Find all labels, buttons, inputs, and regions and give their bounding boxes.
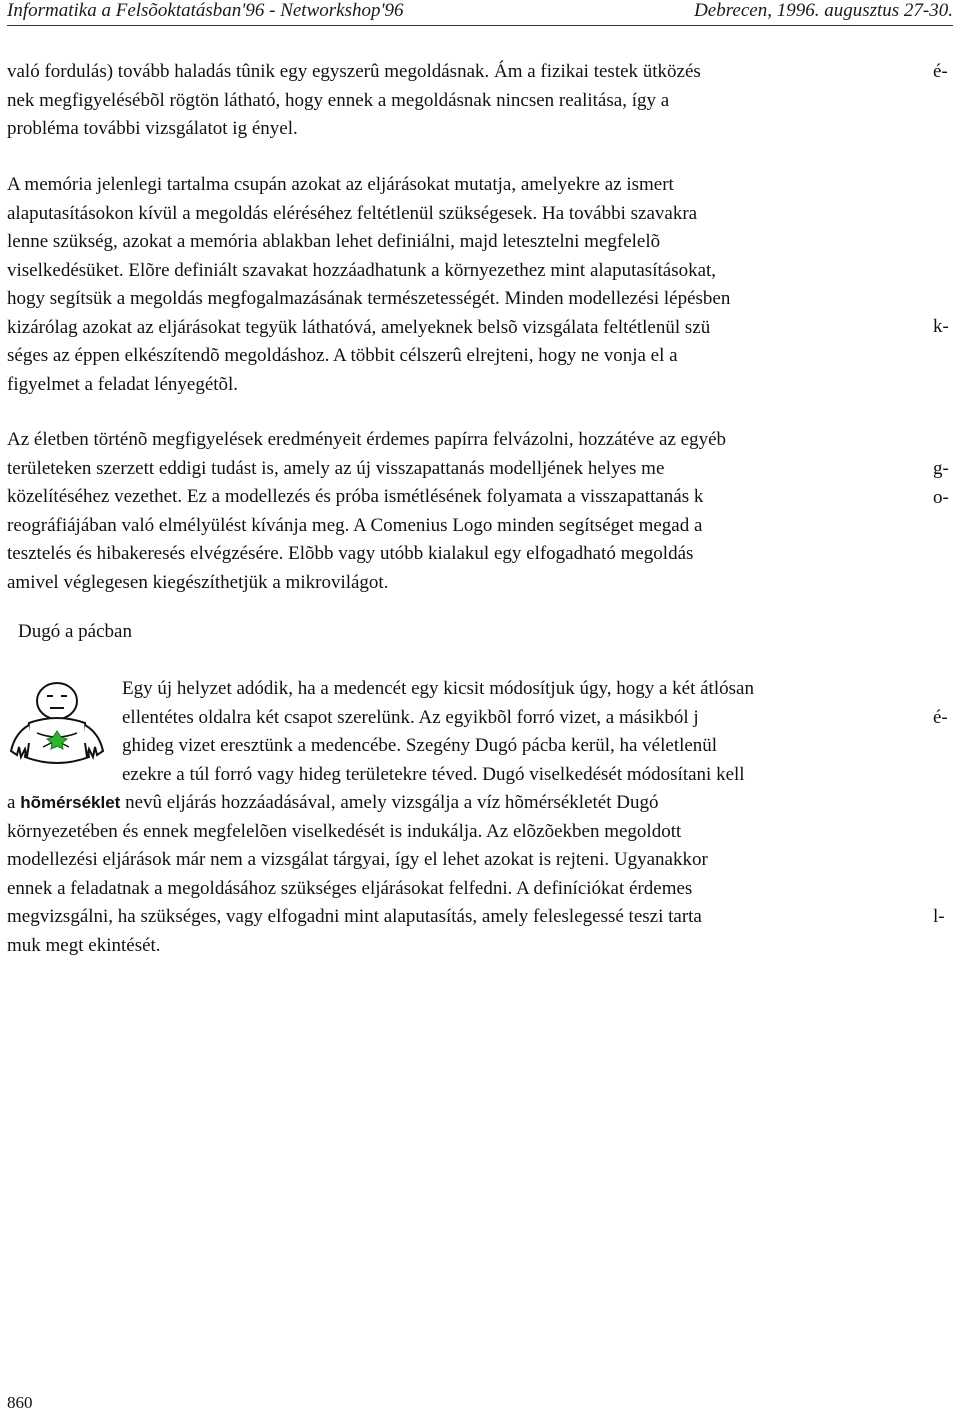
- paragraph-observations: Az életben történõ megfigyelések eredményeit érdemes papírra felvázolni, hozzátéve az egyéb területeken szerzett eddigi tudást is, amely az új visszapattanás modelljének helyes me közelítéséhez vezethet. Ez a modellezés és próba ismétlésének folyamata a visszapattanás k reográfiájában való elmélyülést kívánja meg. A Comenius Logo minden segítséget megad a tesztelés és hibakeresés elvégzésére. Elõbb vagy utóbb kialakul egy elfogadható megoldás amivel véglegesen kiegészíthetjük a mikrovilágot.: [7, 429, 727, 593]
- margin-hyphen-4: é-: [933, 707, 948, 728]
- margin-hyphen-1: é-: [933, 61, 948, 82]
- section-heading: Dugó a pácban: [18, 621, 132, 642]
- margin-hyphen-2: k-: [933, 316, 949, 337]
- margin-hyphen-3: g- o-: [933, 458, 949, 508]
- p5-prefix: a: [7, 792, 21, 813]
- paragraph-new-situation: Egy új helyzet adódik, ha a medencét egy kicsit módosítjuk úgy, hogy a két átlósan ellentétes oldalra két csapot szerelünk. Az egyikbõl forró vizet, a másikból j ghideg vizet eresztünk a medencébe. Szegény Dugó pácba kerül, ha véletlenül ezekre a túl forró vagy hideg területekre téved. Dugó viselkedését módosítani kell: [122, 678, 754, 785]
- dugo-character-icon: [7, 677, 107, 775]
- header-left: Informatika a Felsõoktatásban'96 - Networkshop'96: [7, 0, 404, 21]
- paragraph-temperature: [7, 789, 907, 960]
- running-header: [7, 0, 953, 22]
- paragraph-memory: A memória jelenlegi tartalma csupán azokat az eljárásokat mutatja, amelyekre az ismert alaputasításokon kívül a megoldás eléréséhez feltétlenül szükségesek. Ha további szavakra lenne szükség, azokat a memória ablakban lehet definiálni, majd letesztelni megfelelõ viselkedésüket. Elõre definiált szavakat hozzáadhatunk a környezethez mint alaputasításokat, hogy segítsük a megoldás megfogalmazásának természetességét. Minden modellezési lépésben kizárólag azokat az eljárásokat tegyük láthatóvá, amelyeknek belsõ vizsgálata feltétlenül szü séges az éppen elkészítendõ megoldáshoz. A többit célszerû elrejteni, hogy ne vonja el a figyelmet a feladat lényegétõl.: [7, 174, 731, 395]
- p5-rest: nevû eljárás hozzáadásával, amely vizsgálja a víz hõmérsékletét Dugó környezetében és ennek megfelelõen viselkedését is indukálja. Az elõzõekben megoldott modellezési eljárások már nem a vizsgálat tárgyai, így el lehet azokat is rejteni. Ugyanakkor ennek a feladatnak a megoldásához szükséges eljárásokat felfedni. A definíciókat érdemes megvizsgálni, ha szükséges, vagy elfogadni mint alaputasítás, amely feleslegessé teszi tarta muk megt ekintését.: [7, 792, 708, 956]
- dugo-figure-image: [7, 677, 107, 775]
- margin-hyphen-5: l-: [933, 906, 945, 927]
- procedure-keyword: hõmérséklet: [20, 793, 121, 812]
- header-right: Debrecen, 1996. augusztus 27-30.: [694, 0, 953, 21]
- header-rule: [7, 25, 953, 26]
- page-number: 860: [7, 1393, 33, 1412]
- paragraph-continuation: való fordulás) tovább haladás tûnik egy egyszerû megoldásnak. Ám a fizikai testek ütközés nek megfigyelésébõl rögtön látható, hogy ennek a megoldásnak nincsen realitása, így a probléma további vizsgálatot ig ényel.: [7, 61, 701, 139]
